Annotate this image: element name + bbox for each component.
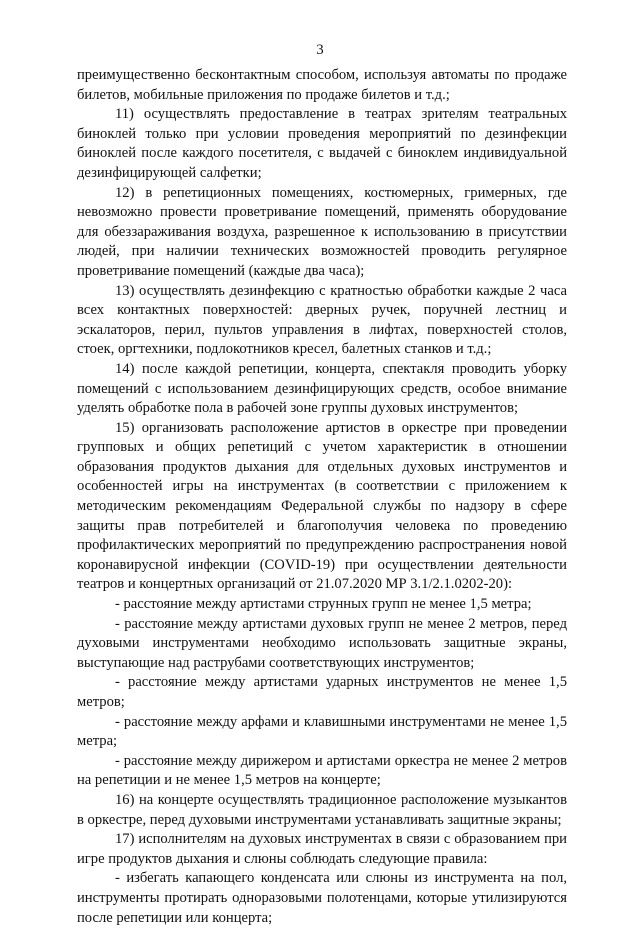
- document-body: [77, 66, 567, 928]
- list-item-winds-distance: - расстояние между артистами духовых групп не менее 2 метров, перед духовыми инструментами необходимо использовать защитные экраны, выступающие над раструбами соответствующих инструментов;: [77, 615, 567, 671]
- paragraph-item-14: 14) после каждой репетиции, концерта, спектакля проводить уборку помещений с использованием дезинфицирующих средств, особое внимание уделять обработке пола в рабочей зоне группы духовых инструментов;: [77, 360, 567, 417]
- page-number: 3: [316, 42, 324, 58]
- list-item-condensate-rule: - избегать капающего конденсата или слюны из инструмента на пол, инструменты протирать одноразовыми полотенцами, которые утилизируются после репетиции или концерта;: [77, 870, 567, 926]
- paragraph-item-11: 11) осуществлять предоставление в театрах зрителям театральных биноклей только при условии проведения мероприятий по дезинфекции биноклей после каждого посетителя, с выдачей с биноклем индивидуальной дезинфицирующей салфетки;: [77, 106, 567, 181]
- paragraph-item-15: 15) организовать расположение артистов в оркестре при проведении групповых и общих репетиций с учетом характеристик в отношении образования продуктов дыхания для отдельных духовых инструментов и особенностей игры на инструментах (в соответствии с приложением к методическим рекомендациям Федеральной службы по надзору в сфере защиты прав потребителей и благополучия человека по проведению профилактических мероприятий по предупреждению распространения новой коронавирусной инфекции (COVID-19) при осуществлении деятельности театров и концертных организаций от 21.07.2020 МР 3.1/2.1.0202-20):: [77, 419, 567, 593]
- list-item-harps-keyboards-distance: - расстояние между арфами и клавишными инструментами не менее 1,5 метра;: [77, 713, 567, 750]
- paragraph-continuation: преимущественно бесконтактным способом, используя автоматы по продаже билетов, мобильные приложения по продаже билетов и т.д.;: [77, 67, 567, 103]
- paragraph-item-17: 17) исполнителям на духовых инструментах в связи с образованием при игре продуктов дыхания и слюны соблюдать следующие правила:: [77, 831, 567, 867]
- list-item-percussion-distance: - расстояние между артистами ударных инструментов не менее 1,5 метров;: [77, 674, 567, 710]
- list-item-conductor-distance: - расстояние между дирижером и артистами оркестра не менее 2 метров на репетиции и не менее 1,5 метров на концерте;: [77, 752, 567, 789]
- list-item-strings-distance: - расстояние между артистами струнных групп не менее 1,5 метра;: [115, 596, 532, 613]
- paragraph-item-16: 16) на концерте осуществлять традиционное расположение музыкантов в оркестре, перед духовыми инструментами устанавливать защитные экраны;: [77, 791, 567, 828]
- paragraph-item-12: 12) в репетиционных помещениях, костюмерных, гримерных, где невозможно провести проветривание помещений, применять оборудование для обеззараживания воздуха, разрешенное к использованию в присутствии людей, при наличии технических возможностей проводить регулярное проветривание помещений (каждые два часа);: [77, 184, 567, 279]
- paragraph-item-13: 13) осуществлять дезинфекцию с кратностью обработки каждые 2 часа всех контактных поверхностей: дверных ручек, поручней лестниц и эскалаторов, перил, пультов управления в лифтах, поверхностей столов, стоек, оргтехники, подлокотников кресел, балетных станков и т.д.;: [77, 282, 567, 358]
